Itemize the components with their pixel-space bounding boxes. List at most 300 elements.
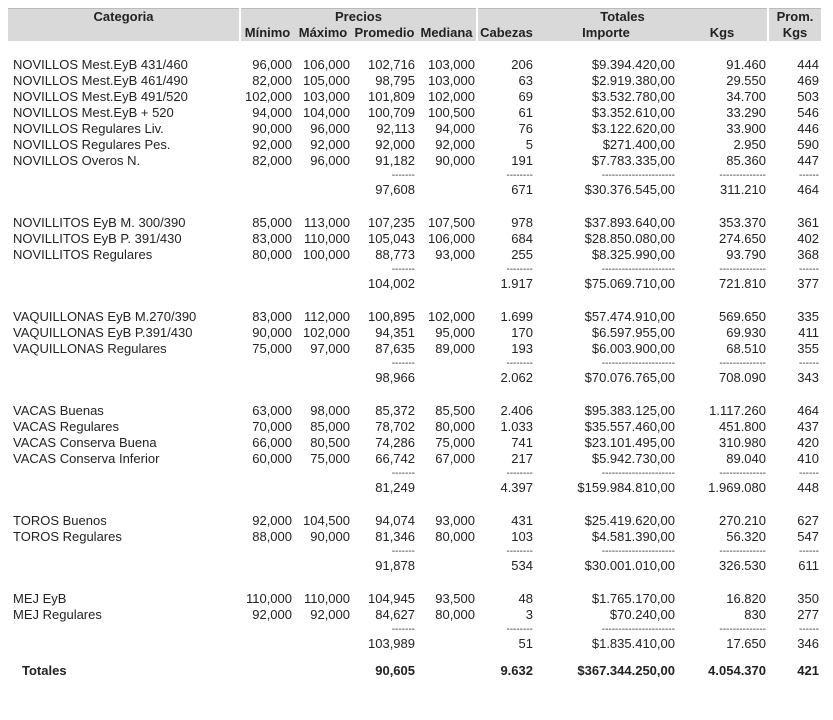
separator-kgs: -------------- (719, 170, 766, 181)
promedio-cell: 91,182 (375, 153, 415, 168)
spacer-cell (535, 199, 677, 215)
table-row (8, 153, 821, 169)
subtotal-row (8, 557, 821, 575)
subtotal-cabezas: 671 (511, 182, 533, 197)
subtotal-prom: 448 (797, 480, 819, 495)
separator-cabezas: -------- (506, 358, 533, 369)
blank-cell (240, 545, 294, 557)
blank-cell (8, 169, 240, 181)
mediana-cell: 85,500 (435, 403, 475, 418)
subtotal-promedio: 103,989 (368, 636, 415, 651)
mediana-cell: 92,000 (435, 137, 475, 152)
promedio-cell: 88,773 (375, 247, 415, 262)
spacer-cell (8, 199, 240, 215)
separator-cabezas: -------- (506, 264, 533, 275)
importe-cell: $35.557.460,00 (584, 419, 675, 434)
subtotal-row (8, 181, 821, 199)
separator-kgs: -------------- (719, 358, 766, 369)
spacer-cell (477, 293, 535, 309)
maximo-cell: 80,500 (310, 435, 350, 450)
importe-cell: $57.474.910,00 (584, 309, 675, 324)
spacer-row (8, 199, 821, 215)
separator-importe: ---------------------- (601, 170, 675, 181)
table-row (8, 591, 821, 607)
maximo-cell: 90,000 (310, 529, 350, 544)
separator-promedio: ------- (391, 624, 415, 635)
subtotal-prom: 346 (797, 636, 819, 651)
blank-cell (417, 653, 477, 681)
blank-cell (294, 169, 352, 181)
prom-kgs-cell: 368 (797, 247, 819, 262)
spacer-cell (294, 497, 352, 513)
separator-promedio: ------- (391, 468, 415, 479)
blank-cell (417, 479, 477, 497)
subtotal-importe: $159.984.810,00 (577, 480, 675, 495)
mediana-cell: 75,000 (435, 435, 475, 450)
separator-kgs: -------------- (719, 264, 766, 275)
blank-cell (417, 467, 477, 479)
spacer-cell (677, 575, 768, 591)
blank-cell (294, 545, 352, 557)
cabezas-cell: 1.699 (500, 309, 533, 324)
minimo-cell: 90,000 (252, 325, 292, 340)
cabezas-cell: 978 (511, 215, 533, 230)
spacer-cell (768, 387, 821, 403)
spacer-cell (352, 387, 417, 403)
spacer-cell (294, 293, 352, 309)
importe-cell: $6.597.955,00 (591, 325, 675, 340)
table-row (8, 231, 821, 247)
mediana-cell: 103,000 (428, 73, 475, 88)
separator-importe: ---------------------- (601, 358, 675, 369)
minimo-cell: 80,000 (252, 247, 292, 262)
importe-cell: $2.919.380,00 (591, 73, 675, 88)
subtotal-row (8, 275, 821, 293)
blank-cell (417, 623, 477, 635)
importe-cell: $3.532.780,00 (591, 89, 675, 104)
spacer-cell (477, 497, 535, 513)
subtotal-kgs: 708.090 (719, 370, 766, 385)
spacer-cell (477, 199, 535, 215)
importe-cell: $3.352.610,00 (591, 105, 675, 120)
separator-prom: ------ (799, 264, 819, 275)
blank-cell (294, 357, 352, 369)
table-row (8, 403, 821, 419)
kgs-cell: 93.790 (726, 247, 766, 262)
separator-promedio: ------- (391, 546, 415, 557)
subtotal-kgs: 721.810 (719, 276, 766, 291)
header-promedio: Promedio (352, 25, 417, 41)
categoria-cell: VAQUILLONAS EyB P.391/430 (13, 325, 193, 340)
spacer-cell (535, 387, 677, 403)
spacer-cell (677, 497, 768, 513)
maximo-cell: 98,000 (310, 403, 350, 418)
blank-cell (417, 545, 477, 557)
subtotal-prom: 611 (798, 558, 819, 573)
subtotal-promedio: 104,002 (368, 276, 415, 291)
separator-kgs: -------------- (719, 468, 766, 479)
prom-kgs-cell: 546 (797, 105, 819, 120)
separator-importe: ---------------------- (601, 546, 675, 557)
spacer-cell (352, 293, 417, 309)
kgs-cell: 830 (744, 607, 766, 622)
categoria-cell: VACAS Conserva Inferior (13, 451, 160, 466)
kgs-cell: 451.800 (719, 419, 766, 434)
spacer-cell (417, 199, 477, 215)
separator-cabezas: -------- (506, 468, 533, 479)
cabezas-cell: 76 (518, 121, 533, 136)
blank-cell (294, 275, 352, 293)
blank-cell (417, 635, 477, 653)
blank-cell (8, 545, 240, 557)
mediana-cell: 103,000 (428, 57, 475, 72)
maximo-cell: 85,000 (310, 419, 350, 434)
promedio-cell: 98,795 (375, 73, 415, 88)
header-importe: Importe (535, 25, 677, 41)
blank-cell (294, 479, 352, 497)
table-row (8, 215, 821, 231)
mediana-cell: 67,000 (435, 451, 475, 466)
importe-cell: $7.783.335,00 (591, 153, 675, 168)
subtotal-importe: $70.076.765,00 (584, 370, 675, 385)
minimo-cell: 83,000 (252, 309, 292, 324)
blank-cell (240, 623, 294, 635)
blank-cell (294, 653, 352, 681)
maximo-cell: 96,000 (310, 121, 350, 136)
mediana-cell: 93,000 (435, 513, 475, 528)
subtotal-importe: $1.835.410,00 (591, 636, 675, 651)
promedio-cell: 78,702 (375, 419, 415, 434)
maximo-cell: 104,500 (303, 513, 350, 528)
blank-cell (240, 181, 294, 199)
minimo-cell: 60,000 (252, 451, 292, 466)
minimo-cell: 92,000 (252, 513, 292, 528)
importe-cell: $1.765.170,00 (591, 591, 675, 606)
table-row (8, 435, 821, 451)
blank-cell (8, 467, 240, 479)
header-cabezas: Cabezas (477, 25, 535, 41)
promedio-cell: 94,074 (375, 513, 415, 528)
table-row (8, 607, 821, 623)
cabezas-cell: 1.033 (500, 419, 533, 434)
subtotal-row (8, 479, 821, 497)
kgs-cell: 16.820 (726, 591, 766, 606)
minimo-cell: 96,000 (252, 57, 292, 72)
totals-importe: $367.344.250,00 (577, 663, 675, 678)
subtotal-kgs: 326.530 (719, 558, 766, 573)
separator-cabezas: -------- (506, 170, 533, 181)
kgs-cell: 33.900 (726, 121, 766, 136)
blank-cell (8, 181, 240, 199)
spacer-cell (417, 293, 477, 309)
table-row (8, 105, 821, 121)
blank-cell (8, 557, 240, 575)
cabezas-cell: 3 (525, 607, 533, 622)
kgs-cell: 270.210 (719, 513, 766, 528)
maximo-cell: 112,000 (303, 309, 350, 324)
header-minimo: Mínimo (240, 25, 294, 41)
header-precios: Precios (240, 9, 477, 26)
mediana-cell: 95,000 (435, 325, 475, 340)
blank-cell (240, 653, 294, 681)
cabezas-cell: 103 (511, 529, 533, 544)
kgs-cell: 353.370 (719, 215, 766, 230)
cabezas-cell: 2.406 (500, 403, 533, 418)
header-maximo: Máximo (294, 25, 352, 41)
totals-label: Totales (22, 663, 67, 678)
separator-prom: ------ (799, 624, 819, 635)
mediana-cell: 93,000 (435, 247, 475, 262)
spacer-cell (417, 41, 477, 57)
subtotal-promedio: 97,608 (375, 182, 415, 197)
separator-promedio: ------- (391, 264, 415, 275)
promedio-cell: 87,635 (375, 341, 415, 356)
importe-cell: $3.122.620,00 (591, 121, 675, 136)
prom-kgs-cell: 277 (797, 607, 819, 622)
mediana-cell: 80,000 (435, 529, 475, 544)
cabezas-cell: 217 (511, 451, 533, 466)
categoria-cell: MEJ EyB (13, 591, 67, 606)
minimo-cell: 83,000 (252, 231, 292, 246)
spacer-cell (768, 575, 821, 591)
importe-cell: $70.240,00 (609, 607, 675, 622)
spacer-cell (8, 293, 240, 309)
table-row (8, 451, 821, 467)
spacer-cell (477, 387, 535, 403)
minimo-cell: 75,000 (252, 341, 292, 356)
cabezas-cell: 206 (511, 57, 533, 72)
subtotal-importe: $75.069.710,00 (584, 276, 675, 291)
spacer-cell (294, 199, 352, 215)
spacer-cell (535, 575, 677, 591)
promedio-cell: 92,000 (375, 137, 415, 152)
blank-cell (8, 369, 240, 387)
table-row (8, 513, 821, 529)
separator-prom: ------ (799, 170, 819, 181)
table-row (8, 419, 821, 435)
cabezas-cell: 191 (511, 153, 533, 168)
spacer-cell (677, 199, 768, 215)
maximo-cell: 110,000 (303, 231, 350, 246)
prom-kgs-cell: 469 (797, 73, 819, 88)
importe-cell: $9.394.420,00 (591, 57, 675, 72)
header-totales: Totales (477, 9, 768, 26)
spacer-cell (677, 387, 768, 403)
kgs-cell: 1.117.260 (709, 403, 766, 418)
categoria-cell: VACAS Conserva Buena (13, 435, 157, 450)
spacer-row (8, 497, 821, 513)
separator-cabezas: -------- (506, 624, 533, 635)
promedio-cell: 92,113 (376, 121, 415, 136)
categoria-cell: NOVILLITOS Regulares (13, 247, 153, 262)
prom-kgs-cell: 547 (797, 529, 819, 544)
spacer-cell (417, 575, 477, 591)
header-prom: Prom. (768, 9, 821, 26)
prom-kgs-cell: 627 (797, 513, 819, 528)
header-blank (8, 25, 240, 41)
blank-cell (240, 635, 294, 653)
subtotal-separator-row (8, 467, 821, 479)
blank-cell (294, 181, 352, 199)
table-row (8, 341, 821, 357)
blank-cell (417, 369, 477, 387)
promedio-cell: 100,895 (368, 309, 415, 324)
spacer-cell (240, 199, 294, 215)
spacer-cell (477, 575, 535, 591)
importe-cell: $271.400,00 (602, 137, 675, 152)
categoria-cell: VAQUILLONAS EyB M.270/390 (13, 309, 197, 324)
subtotal-prom: 377 (797, 276, 819, 291)
prom-kgs-cell: 410 (797, 451, 819, 466)
importe-cell: $23.101.495,00 (584, 435, 675, 450)
kgs-cell: 33.290 (726, 105, 766, 120)
spacer-cell (8, 387, 240, 403)
promedio-cell: 102,716 (368, 57, 415, 72)
blank-cell (8, 479, 240, 497)
spacer-cell (768, 497, 821, 513)
prom-kgs-cell: 437 (797, 419, 819, 434)
minimo-cell: 92,000 (252, 607, 292, 622)
categoria-cell: NOVILLOS Mest.EyB 461/490 (13, 73, 188, 88)
spacer-cell (477, 41, 535, 57)
header-mediana: Mediana (417, 25, 477, 41)
minimo-cell: 70,000 (252, 419, 292, 434)
subtotal-cabezas: 2.062 (500, 370, 533, 385)
kgs-cell: 89.040 (726, 451, 766, 466)
blank-cell (294, 557, 352, 575)
separator-kgs: -------------- (719, 624, 766, 635)
categoria-cell: NOVILLOS Regulares Pes. (13, 137, 171, 152)
blank-cell (417, 275, 477, 293)
table-row (8, 121, 821, 137)
promedio-cell: 101,809 (368, 89, 415, 104)
subtotal-kgs: 311.210 (719, 182, 766, 197)
categoria-cell: VACAS Regulares (13, 419, 119, 434)
prom-kgs-cell: 350 (797, 591, 819, 606)
blank-cell (240, 467, 294, 479)
kgs-cell: 29.550 (726, 73, 766, 88)
blank-cell (8, 263, 240, 275)
table-body (8, 41, 821, 681)
categoria-cell: MEJ Regulares (13, 607, 102, 622)
blank-cell (294, 623, 352, 635)
blank-cell (240, 369, 294, 387)
promedio-cell: 66,742 (375, 451, 415, 466)
maximo-cell: 96,000 (310, 153, 350, 168)
separator-prom: ------ (799, 358, 819, 369)
subtotal-cabezas: 51 (518, 636, 533, 651)
cabezas-cell: 48 (518, 591, 533, 606)
table-row (8, 529, 821, 545)
spacer-cell (240, 41, 294, 57)
categoria-cell: NOVILLOS Mest.EyB 431/460 (13, 57, 188, 72)
spacer-cell (677, 293, 768, 309)
maximo-cell: 106,000 (303, 57, 350, 72)
separator-kgs: -------------- (719, 546, 766, 557)
spacer-cell (535, 293, 677, 309)
importe-cell: $95.383.125,00 (584, 403, 675, 418)
prom-kgs-cell: 446 (797, 121, 819, 136)
mediana-cell: 106,000 (428, 231, 475, 246)
promedio-cell: 84,627 (375, 607, 415, 622)
spacer-row (8, 387, 821, 403)
subtotal-kgs: 17.650 (726, 636, 766, 651)
subtotal-importe: $30.001.010,00 (584, 558, 675, 573)
subtotal-separator-row (8, 357, 821, 369)
promedio-cell: 74,286 (375, 435, 415, 450)
categoria-cell: TOROS Regulares (13, 529, 122, 544)
minimo-cell: 85,000 (252, 215, 292, 230)
minimo-cell: 90,000 (252, 121, 292, 136)
subtotal-cabezas: 1.917 (500, 276, 533, 291)
maximo-cell: 100,000 (303, 247, 350, 262)
promedio-cell: 104,945 (368, 591, 415, 606)
blank-cell (8, 635, 240, 653)
blank-cell (417, 169, 477, 181)
spacer-cell (768, 293, 821, 309)
subtotal-separator-row (8, 545, 821, 557)
importe-cell: $25.419.620,00 (584, 513, 675, 528)
categoria-cell: NOVILLOS Regulares Liv. (13, 121, 164, 136)
kgs-cell: 569.650 (719, 309, 766, 324)
importe-cell: $5.942.730,00 (591, 451, 675, 466)
promedio-cell: 100,709 (368, 105, 415, 120)
table-row (8, 89, 821, 105)
cabezas-cell: 5 (525, 137, 533, 152)
spacer-cell (768, 41, 821, 57)
categoria-cell: VAQUILLONAS Regulares (13, 341, 167, 356)
spacer-cell (535, 41, 677, 57)
header-row-groups (8, 9, 821, 26)
table-row (8, 57, 821, 73)
spacer-cell (352, 575, 417, 591)
subtotal-cabezas: 534 (511, 558, 533, 573)
totals-kgs: 4.054.370 (708, 663, 766, 678)
maximo-cell: 92,000 (310, 607, 350, 622)
table-row (8, 137, 821, 153)
header-categoria: Categoria (8, 9, 240, 26)
maximo-cell: 102,000 (303, 325, 350, 340)
blank-cell (240, 479, 294, 497)
blank-cell (8, 275, 240, 293)
importe-cell: $4.581.390,00 (591, 529, 675, 544)
prom-kgs-cell: 590 (797, 137, 819, 152)
mediana-cell: 93,500 (435, 591, 475, 606)
blank-cell (240, 263, 294, 275)
blank-cell (417, 557, 477, 575)
categoria-cell: TOROS Buenos (13, 513, 107, 528)
header-row-columns (8, 25, 821, 41)
separator-cabezas: -------- (506, 546, 533, 557)
spacer-cell (294, 41, 352, 57)
spacer-cell (8, 575, 240, 591)
subtotal-separator-row (8, 623, 821, 635)
livestock-prices-table (8, 8, 821, 681)
spacer-cell (8, 41, 240, 57)
prom-kgs-cell: 411 (798, 325, 819, 340)
maximo-cell: 75,000 (310, 451, 350, 466)
kgs-cell: 56.320 (726, 529, 766, 544)
minimo-cell: 82,000 (252, 153, 292, 168)
importe-cell: $8.325.990,00 (591, 247, 675, 262)
separator-promedio: ------- (391, 170, 415, 181)
mediana-cell: 89,000 (435, 341, 475, 356)
spacer-cell (352, 497, 417, 513)
blank-cell (240, 357, 294, 369)
blank-cell (294, 467, 352, 479)
categoria-cell: NOVILLITOS EyB P. 391/430 (13, 231, 182, 246)
spacer-cell (240, 387, 294, 403)
